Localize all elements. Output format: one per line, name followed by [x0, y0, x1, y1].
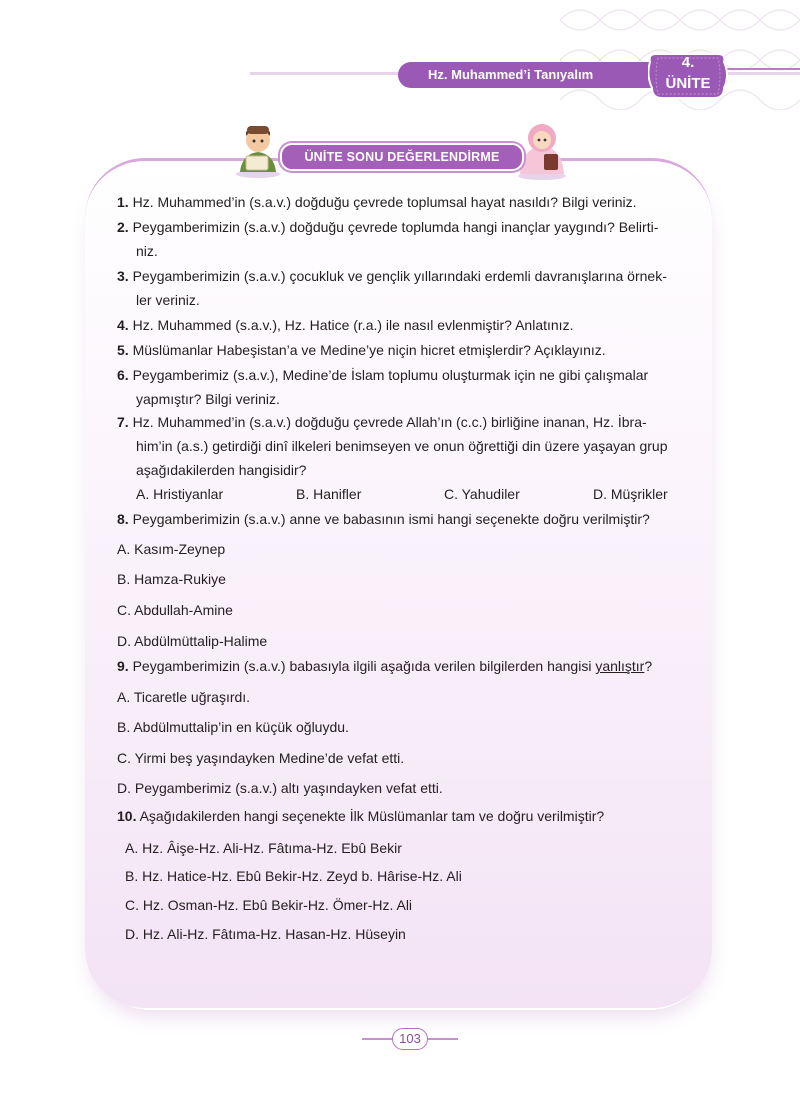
question-2	[117, 215, 700, 263]
answer-option: D. Peygamberimiz (s.a.v.) altı yaşındayken vefat etti.	[117, 780, 443, 796]
question-text: Peygamberimiz (s.a.v.), Medine’de İslam toplumu oluşturmak için ne gibi çalışmalar	[132, 367, 649, 383]
answer-option: D. Müşrikler	[593, 486, 668, 502]
emphasized-word: yanlıştır	[595, 658, 645, 674]
question-number: 7.	[117, 414, 129, 430]
question-10	[117, 804, 700, 828]
question-text-continued: yapmıştır? Bilgi veriniz.	[136, 391, 280, 407]
answer-option: A. Ticaretle uğraşırdı.	[117, 689, 251, 705]
section-title-pill	[280, 143, 524, 171]
answer-option: D. Abdülmüttalip-Halime	[117, 633, 268, 649]
question-text: Hz. Muhammed’in (s.a.v.) doğduğu çevrede Allah’ın (c.c.) birliğine inanan, Hz. İbra-	[132, 414, 647, 430]
header-ribbon	[398, 62, 660, 88]
question-3	[117, 264, 700, 312]
question-text: Hz. Muhammed (s.a.v.), Hz. Hatice (r.a.) ile nasıl evlenmiştir? Anlatınız.	[132, 317, 574, 333]
question-text: Peygamberimizin (s.a.v.) doğduğu çevrede toplumda hangi inançlar yaygındı? Belirti-	[132, 219, 659, 235]
question-6	[117, 363, 700, 411]
answer-option: A. Kasım-Zeynep	[117, 541, 226, 557]
question-number: 2.	[117, 219, 129, 235]
question-number: 9.	[117, 658, 129, 674]
question-end: ?	[644, 658, 653, 674]
answer-option: C. Yahudiler	[444, 486, 520, 502]
answer-option: B. Hanifler	[296, 486, 362, 502]
answer-option: C. Abdullah-Amine	[117, 602, 233, 618]
answer-option: D. Hz. Ali-Hz. Fâtıma-Hz. Hasan-Hz. Hüseyin	[125, 926, 406, 942]
page-number-line-left	[362, 1038, 392, 1040]
answer-option: B. Abdülmuttalip’in en küçük oğluydu.	[117, 719, 349, 735]
answer-option: B. Hz. Hatice-Hz. Ebû Bekir-Hz. Zeyd b. Hârise-Hz. Ali	[125, 868, 462, 884]
question-text: Hz. Muhammed’in (s.a.v.) doğduğu çevrede toplumsal hayat nasıldı? Bilgi veriniz.	[132, 194, 637, 210]
answer-option: C. Yirmi beş yaşındayken Medine’de vefat etti.	[117, 750, 405, 766]
section-title: ÜNİTE SONU DEĞERLENDİRME	[304, 150, 500, 164]
question-text-continued: ler veriniz.	[136, 292, 200, 308]
question-number: 3.	[117, 268, 129, 284]
page-number: 103	[392, 1028, 428, 1050]
unit-number: 4.	[681, 54, 695, 71]
question-text: Peygamberimizin (s.a.v.) çocukluk ve gençlik yıllarındaki erdemli davranışlarına örnek-	[132, 268, 667, 284]
reading-boy-icon	[232, 118, 284, 178]
question-text-continued: niz.	[136, 243, 158, 259]
page-number-line-right	[428, 1038, 458, 1040]
question-4	[117, 313, 700, 337]
question-text: Müslümanlar Habeşistan’a ve Medine’ye niçin hicret etmişlerdir? Açıklayınız.	[132, 342, 606, 358]
question-number: 5.	[117, 342, 129, 358]
answer-option: B. Hamza-Rukiye	[117, 571, 226, 587]
unit-label: ÜNİTE	[665, 75, 711, 92]
header-title: Hz. Muhammed’i Tanıyalım	[428, 67, 594, 82]
question-number: 4.	[117, 317, 129, 333]
question-number: 8.	[117, 511, 129, 527]
question-7	[117, 410, 700, 482]
question-number: 10.	[117, 808, 137, 824]
question-text: Aşağıdakilerden hangi seçenekte İlk Müslümanlar tam ve doğru verilmiştir?	[139, 808, 605, 824]
question-text: Peygamberimizin (s.a.v.) anne ve babasının ismi hangi seçenekte doğru verilmiştir?	[132, 511, 650, 527]
answer-option: A. Hz. Âişe-Hz. Ali-Hz. Fâtıma-Hz. Ebû Bekir	[125, 840, 402, 856]
answer-option: C. Hz. Osman-Hz. Ebû Bekir-Hz. Ömer-Hz. Ali	[125, 897, 413, 913]
question-8	[117, 507, 700, 531]
answer-option: A. Hristiyanlar	[136, 486, 224, 502]
question-5	[117, 338, 700, 362]
question-number: 6.	[117, 367, 129, 383]
question-text-continued: him’in (a.s.) getirdiği dinî ilkeleri benimseyen ve onun öğrettiği din üzere yaşayan grup	[136, 438, 668, 454]
question-1	[117, 190, 700, 214]
question-text-continued: aşağıdakilerden hangisidir?	[136, 462, 307, 478]
question-text: Peygamberimizin (s.a.v.) babasıyla ilgili aşağıda verilen bilgilerden hangisi	[132, 658, 596, 674]
question-number: 1.	[117, 194, 129, 210]
question-9	[117, 654, 700, 678]
